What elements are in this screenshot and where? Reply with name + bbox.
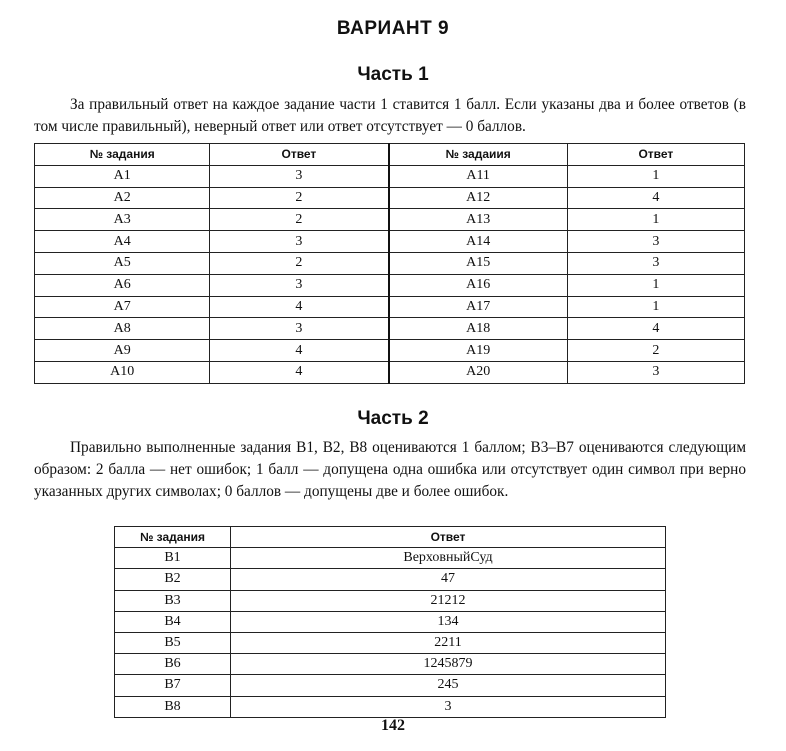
task-cell: A15 <box>389 252 568 274</box>
part2-title: Часть 2 <box>357 408 429 429</box>
task-cell: B2 <box>115 569 231 590</box>
task-cell: B4 <box>115 611 231 632</box>
answer-cell: 2211 <box>231 632 666 653</box>
table-row <box>115 654 666 675</box>
task-cell: A14 <box>389 231 568 253</box>
header-task-number: № задаиия <box>389 144 568 166</box>
answer-cell: 2 <box>210 252 389 274</box>
answer-cell: 4 <box>567 318 744 340</box>
part2-answer-table <box>114 526 666 718</box>
table-row <box>35 165 745 187</box>
task-cell: A11 <box>389 165 568 187</box>
answer-cell: 2 <box>210 209 389 231</box>
task-cell: A16 <box>389 274 568 296</box>
table-row <box>35 318 745 340</box>
part1-answer-table <box>34 143 745 384</box>
table-row <box>115 611 666 632</box>
answer-cell: 4 <box>567 187 744 209</box>
task-cell: A13 <box>389 209 568 231</box>
table-row <box>115 569 666 590</box>
table-row <box>115 548 666 569</box>
task-cell: A6 <box>35 274 210 296</box>
header-answer: Ответ <box>210 144 389 166</box>
task-cell: B8 <box>115 696 231 717</box>
part1-title: Часть 1 <box>357 64 429 85</box>
task-cell: A12 <box>389 187 568 209</box>
task-cell: A19 <box>389 340 568 362</box>
table-row <box>115 696 666 717</box>
answer-cell: 1 <box>567 296 744 318</box>
task-cell: A4 <box>35 231 210 253</box>
answer-cell: 3 <box>210 274 389 296</box>
table-row <box>115 675 666 696</box>
task-cell: B6 <box>115 654 231 675</box>
answer-cell: 3 <box>210 318 389 340</box>
table-row <box>35 340 745 362</box>
task-cell: A2 <box>35 187 210 209</box>
part2-instructions: Правильно выполненные задания B1, B2, B8 оцениваются 1 баллом; B3–B7 оцениваются следующим образом: 2 балла — нет ошибок; 1 балл — допущена одна ошибка или отсутствует один символ при верно указанных других символах; 0 баллов — допущены две и более ошибок. <box>34 439 746 500</box>
table-row <box>35 252 745 274</box>
answer-cell: 1245879 <box>231 654 666 675</box>
answer-cell: 47 <box>231 569 666 590</box>
table-row <box>35 361 745 383</box>
table-header-row <box>115 527 666 548</box>
answer-cell: 3 <box>231 696 666 717</box>
task-cell: A17 <box>389 296 568 318</box>
task-cell: B1 <box>115 548 231 569</box>
answer-cell: 1 <box>567 165 744 187</box>
table-row <box>35 296 745 318</box>
answer-cell: 4 <box>210 361 389 383</box>
answer-cell: 1 <box>567 209 744 231</box>
variant-title: ВАРИАНТ 9 <box>336 18 450 39</box>
header-task-number: № задания <box>35 144 210 166</box>
table-row <box>115 632 666 653</box>
task-cell: A20 <box>389 361 568 383</box>
answer-cell: 3 <box>567 252 744 274</box>
task-cell: A9 <box>35 340 210 362</box>
answer-cell: ВерховныйСуд <box>231 548 666 569</box>
answer-cell: 3 <box>210 231 389 253</box>
part1-instructions: За правильный ответ на каждое задание части 1 ставится 1 балл. Если указаны два и более ответов (в том числе правильный), неверный ответ или ответ отсутствует — 0 баллов. <box>34 96 746 135</box>
answer-cell: 1 <box>567 274 744 296</box>
table-row <box>35 209 745 231</box>
task-cell: A18 <box>389 318 568 340</box>
answer-cell: 3 <box>210 165 389 187</box>
task-cell: B5 <box>115 632 231 653</box>
answer-cell: 245 <box>231 675 666 696</box>
answer-cell: 3 <box>567 231 744 253</box>
table-row <box>115 590 666 611</box>
table-row <box>35 231 745 253</box>
answer-cell: 134 <box>231 611 666 632</box>
task-cell: A8 <box>35 318 210 340</box>
answer-cell: 2 <box>210 187 389 209</box>
header-answer: Ответ <box>231 527 666 548</box>
task-cell: B3 <box>115 590 231 611</box>
answer-cell: 21212 <box>231 590 666 611</box>
task-cell: A10 <box>35 361 210 383</box>
task-cell: A7 <box>35 296 210 318</box>
table-header-row <box>35 144 745 166</box>
answer-cell: 4 <box>210 340 389 362</box>
task-cell: A5 <box>35 252 210 274</box>
header-answer: Ответ <box>567 144 744 166</box>
task-cell: A3 <box>35 209 210 231</box>
answer-cell: 4 <box>210 296 389 318</box>
page-number: 142 <box>381 717 405 734</box>
table-row <box>35 274 745 296</box>
task-cell: B7 <box>115 675 231 696</box>
table-row <box>35 187 745 209</box>
header-task-number: № задания <box>115 527 231 548</box>
answer-cell: 2 <box>567 340 744 362</box>
answer-cell: 3 <box>567 361 744 383</box>
task-cell: A1 <box>35 165 210 187</box>
